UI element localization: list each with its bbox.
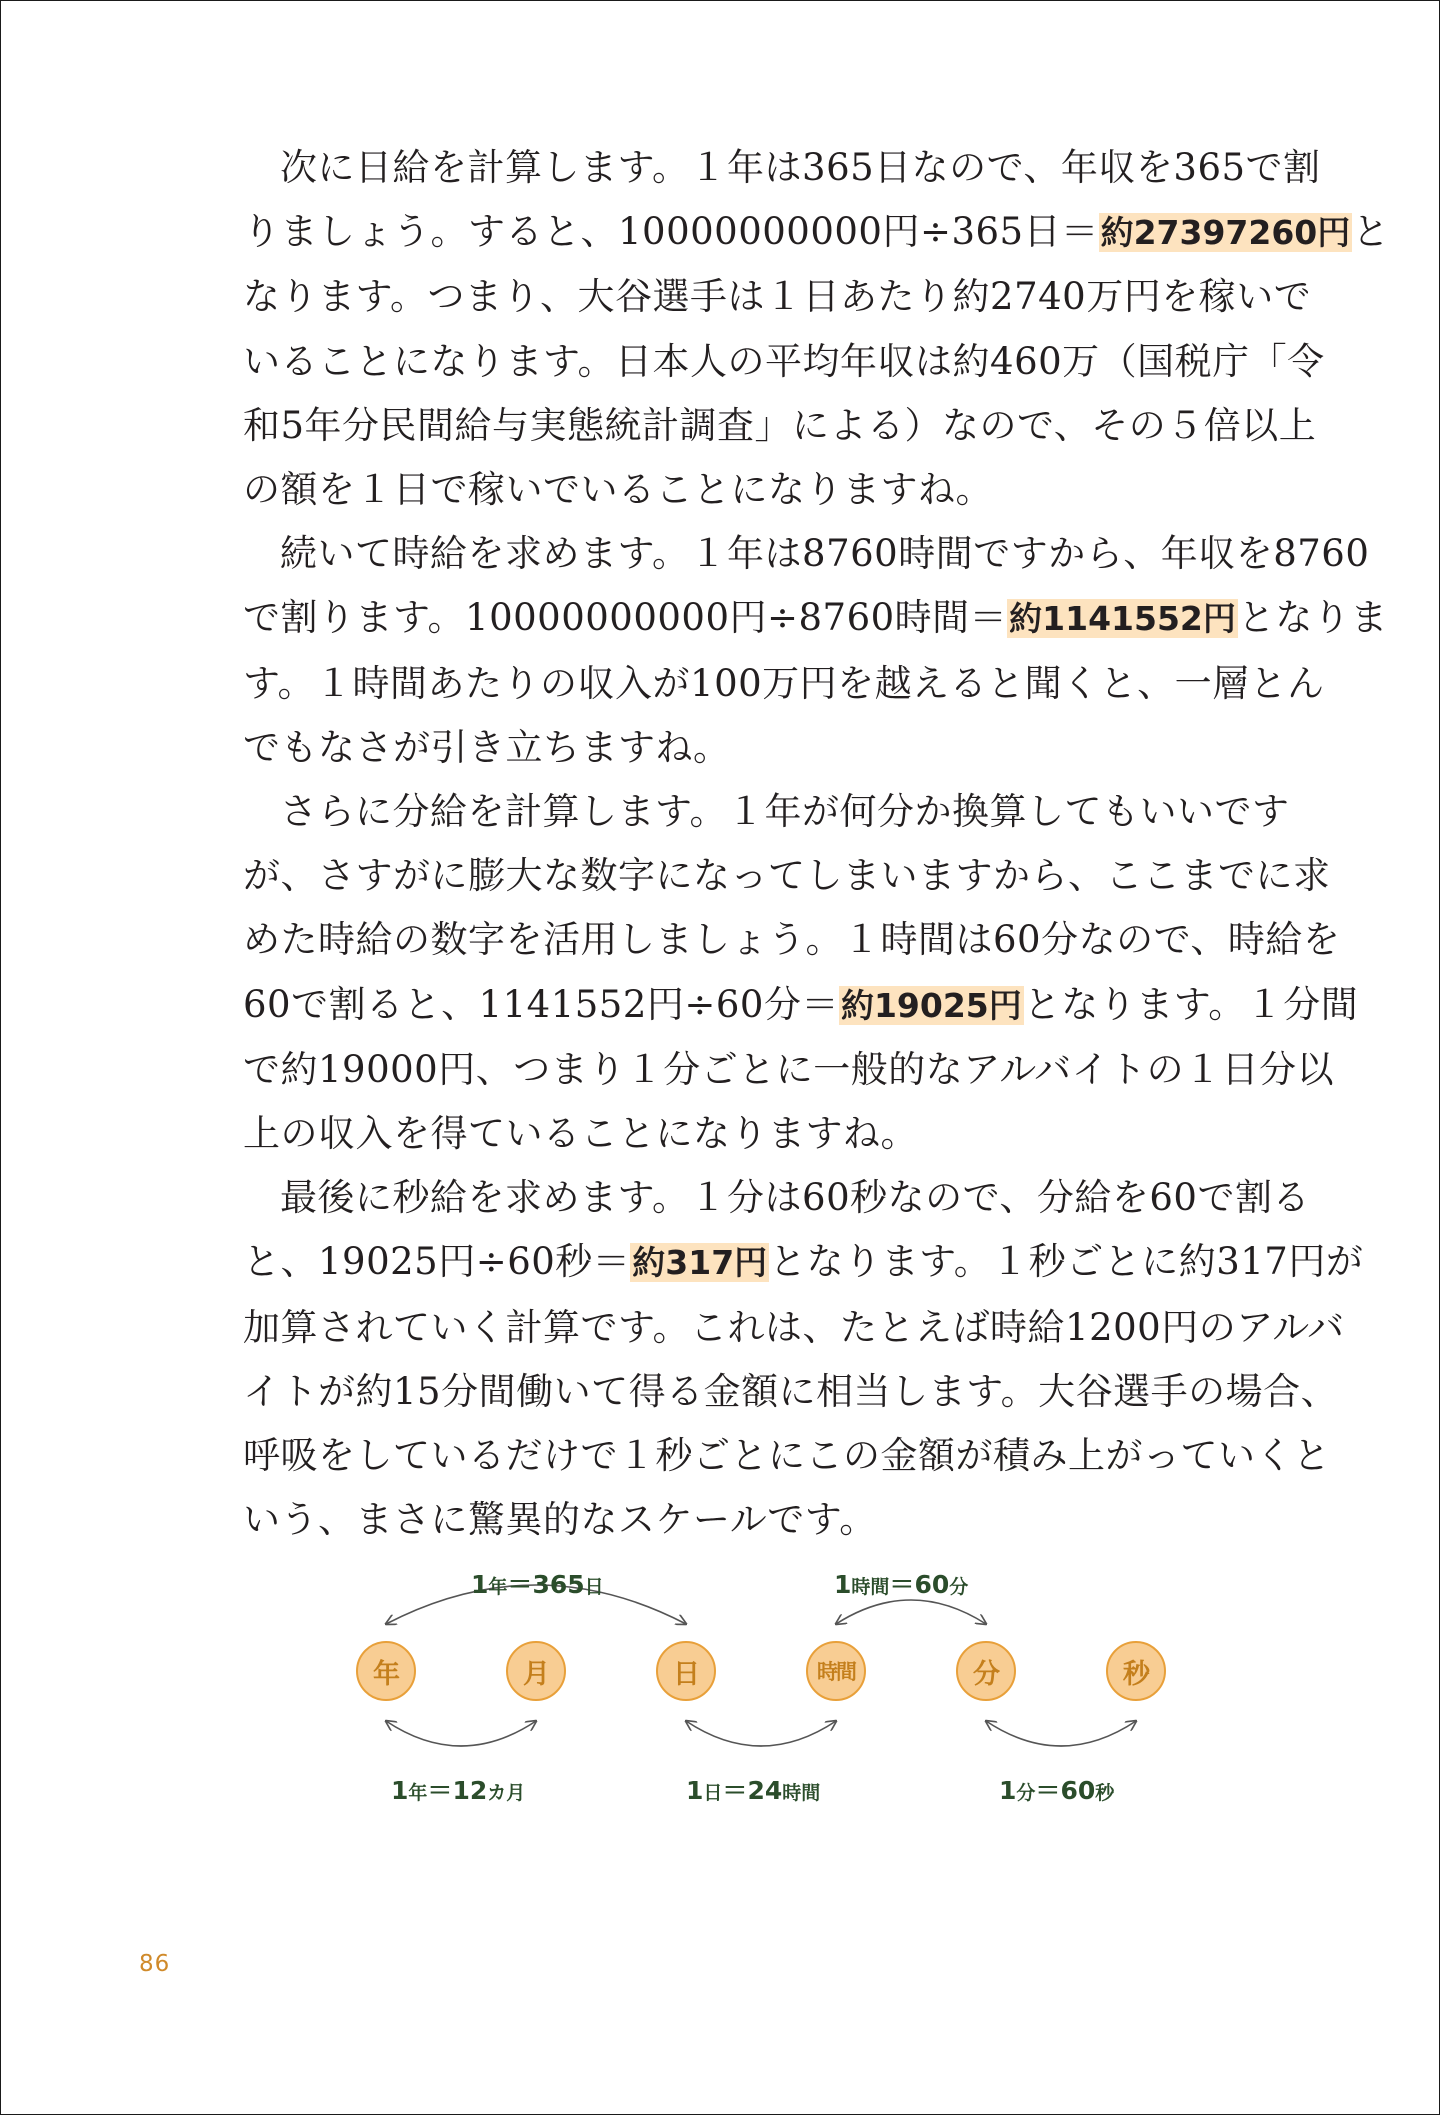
text-segment: 最後に秒給を求めます。１分は60秒なので、分給を60で割る: [280, 1176, 1310, 1220]
relation-day-hour: 1日＝24時間: [686, 1776, 821, 1805]
text-line: [243, 394, 1317, 458]
paragraph: [243, 780, 1359, 1166]
text-segment: が、さすがに膨大な数字になってしまいますから、ここまでに求: [243, 854, 1331, 898]
text-segment: となります。１秒ごとに約317円が: [769, 1240, 1364, 1284]
text-segment: いう、まさに驚異的なスケールです。: [243, 1498, 877, 1542]
text-segment: となりま: [1237, 596, 1388, 640]
text-line: [243, 1230, 1364, 1295]
text-line: [243, 908, 1341, 972]
relation-hour-minute: 1時間＝60分: [834, 1570, 969, 1599]
text-segment: めた時給の数字を活用しましょう。１時間は60分なので、時給を: [243, 918, 1341, 962]
unit-hour-circle: 時間: [806, 1641, 866, 1701]
text-line: [243, 136, 1321, 200]
relation-year-day: 1年＝365日: [471, 1570, 604, 1599]
text-segment: 加算されていく計算です。これは、たとえば時給1200円のアルバ: [243, 1305, 1345, 1349]
text-segment: で割ります。10000000000円÷8760時間＝: [243, 596, 1008, 640]
text-line: [243, 1296, 1345, 1360]
text-line: [243, 1360, 1339, 1424]
text-segment: となります。１分間: [1023, 982, 1359, 1026]
text-segment: の額を１日で稼いでいることになりますね。: [243, 468, 993, 512]
relation-year-month: 1年＝12カ月: [391, 1776, 526, 1805]
text-segment: なります。つまり、大谷選手は１日あたり約2740万円を稼いで: [243, 275, 1312, 319]
text-line: [243, 265, 1312, 329]
text-segment: 和5年分民間給与実態統計調査」による）なので、その５倍以上: [243, 403, 1317, 447]
text-segment: す。１時間あたりの収入が100万円を越えると聞くと、一層とん: [243, 661, 1325, 705]
paragraph: [243, 1166, 1364, 1552]
page-number: 86: [139, 1951, 171, 1977]
highlighted-result: 約1141552円: [1009, 599, 1236, 639]
highlighted-result: 約317円: [632, 1243, 768, 1283]
text-segment: 上の収入を得ていることになりますね。: [243, 1112, 918, 1156]
text-line: [243, 652, 1325, 716]
text-line: [243, 1102, 1283, 1166]
text-line: [243, 1424, 1331, 1488]
unit-year-circle: 年: [356, 1641, 416, 1701]
highlighted-result: 約27397260円: [1100, 213, 1351, 253]
highlighted-result: 約19025円: [840, 985, 1022, 1025]
text-line: [243, 844, 1331, 908]
unit-month-circle: 月: [506, 1641, 566, 1701]
arrow-hour-min: [836, 1600, 986, 1624]
unit-day-circle: 日: [656, 1641, 716, 1701]
unit-conversion-diagram: [331, 1561, 1201, 1821]
body-text: [243, 136, 1390, 1552]
text-line: [243, 458, 1283, 522]
text-line: [243, 586, 1388, 651]
arrow-year-month: [386, 1721, 536, 1746]
text-segment: と、19025円÷60秒＝: [243, 1240, 631, 1284]
text-segment: 次に日給を計算します。１年は365日なので、年収を365で割: [280, 146, 1321, 189]
text-line: [243, 330, 1325, 394]
text-segment: でもなさが引き立ちますね。: [243, 725, 731, 769]
text-line: [243, 200, 1390, 265]
text-segment: と: [1352, 210, 1390, 254]
relation-minute-second: 1分＝60秒: [999, 1776, 1115, 1805]
text-segment: 呼吸をしているだけで１秒ごとにこの金額が積み上がっていくと: [243, 1434, 1331, 1478]
paragraph: [243, 522, 1388, 780]
text-line: [243, 1038, 1335, 1102]
text-line: [243, 1166, 1310, 1230]
text-line: [243, 522, 1370, 586]
arrow-min-sec: [986, 1721, 1136, 1746]
text-segment: りましょう。すると、10000000000円÷365日＝: [243, 210, 1099, 254]
unit-second-circle: 秒: [1106, 1641, 1166, 1701]
unit-minute-circle: 分: [956, 1641, 1016, 1701]
text-line: [243, 780, 1290, 844]
text-segment: さらに分給を計算します。１年が何分か換算してもいいです: [280, 790, 1290, 834]
text-segment: イトが約15分間働いて得る金額に相当します。大谷選手の場合、: [243, 1369, 1339, 1413]
text-line: [243, 973, 1359, 1038]
arrow-day-hour: [686, 1721, 836, 1746]
text-line: [243, 716, 1283, 780]
text-segment: で約19000円、つまり１分ごとに一般的なアルバイトの１日分以: [243, 1047, 1335, 1091]
text-line: [243, 1488, 1283, 1552]
text-segment: 続いて時給を求めます。１年は8760時間ですから、年収を8760: [280, 532, 1370, 576]
text-segment: いることになります。日本人の平均年収は約460万（国税庁「令: [243, 339, 1325, 383]
paragraph: [243, 136, 1390, 522]
text-segment: 60で割ると、1141552円÷60分＝: [243, 982, 839, 1026]
